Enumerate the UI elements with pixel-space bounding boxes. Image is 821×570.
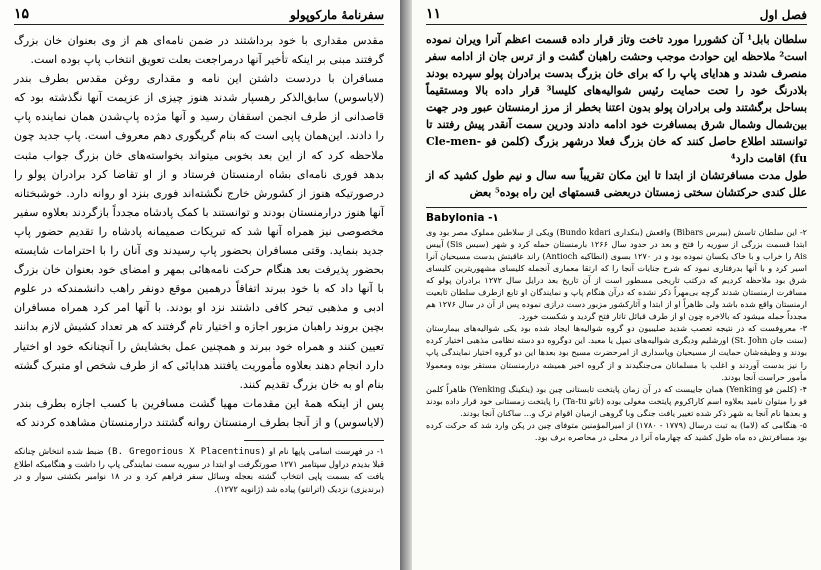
left-footnote-rule bbox=[244, 440, 384, 441]
left-footnote-1-end: ضبط شده انتخاش چنانکه قبلا بدیدم دراول سپتامبر ۱۲۷۱ صورتگرفت او ابتدا در سوریه سمت نمایندگی پاپ را داشت و هنگامیکه اطلاع یافت که بسمت پاپی انتخاب گشته بعجله وسائل سفر فراهم کرد و در ۱۸ نوامبر بکشتی سوار و در (برندیزی) نزدیک (اترانتو) پیاده شد (ژانویه ۱۲۷۲). bbox=[14, 445, 384, 494]
book-gutter bbox=[400, 0, 412, 570]
left-page-number: ۱۵ bbox=[14, 6, 30, 22]
right-page-header bbox=[426, 6, 807, 25]
left-paragraph-2: مسافران با دردست داشتن این نامه و مقداری روغن مقدس بطرف بندر (لایاسوس) سابق‌الذکر رهسپار شدند هنوز چیزی از عزیمت آنها نگذشته بود که قاصدانی از طرف انجمن اسقفان رسید و آنها مژده پاپ‌شدن همان نماینده پاپ را دادند. این‌همان پاپی است که بنام گریگوری دهم معروف است. پاپ جدید چون ملاحظه کرد که از این بعد بخوبی میتواند بخواسته‌های خان بزرگ جواب مثبت بدهد فوری نامه‌ای بشاه ارمنستان فرستاد و از او تقاضا کرد برادران پولو را درصورتیکه هنوز از کشورش خارج نگشته‌اند فوری بنزد او روانه دارد. خوشبختانه آنها هنوز درارمنستان بودند و توانستند با کمک پادشاه مجدداً بازگردند بعلاوه سفیر مخصوصی نیز همراه آنها شد که تبریکات صمیمانه پادشاه را تقدیم حضور پاپ جدید بنماید. وقتی مسافران بحضور پاپ رسیدند وی آنان را با احترامات شایسته بحضور پذیرفت بعد هنگام حرکت نامه‌هائی بمهر و امضای خود بعنوان خان بزرگ با آنها داد که با خود ببرند اتفاقاً درهمین موقع دونفر راهب دانشمندکه در علوم ادبی و مذهبی تبحر کافی داشتند نزد او بودند. با آنها امر کرد همراه مسافران بچین بروند راهبان مزبور اجازه و اختیار تام گرفتند که هر تعداد کشیش لازم بدانند تعیین کنند و همراه خود ببرند و همچنین عمل بخشایش را آنچنانکه خود او اختیار دارد انجام دهند بعلاوه مأموریت یافتند هدایائی که از طرف شخص او متبرک گشته بنام او به خان بزرگ تقدیم کنند. bbox=[14, 72, 384, 391]
left-running-title: سفرنامهٔ مارکوپولو bbox=[290, 8, 384, 22]
right-body-text bbox=[426, 31, 807, 201]
left-footnote-1-start: ۱- در فهرست اسامی پاپها نام او bbox=[269, 445, 384, 456]
right-footnote-4: ۴- (کلمن فو Yenking) همان جاییست که در آن زمان پایتخت تابستانی چین بود (ینکینگ Yenking) ظاهراً کلمن فو را میتوان نامید بعلاوه اسم کاراکروم پایتخت مغولی بوده (تاتو Ta-tu) را پایتخت زمستانی خود قرار داده بودند و بعدها نام آنجا به شهر ذکر شده تغییر یافت جنگی وبا گروهی ازمیان اقوام ترک و... ساکنان آنجا بودند. bbox=[426, 383, 807, 418]
right-footnote-rule bbox=[426, 207, 807, 208]
right-page-number: ۱۱ bbox=[426, 6, 442, 22]
right-paragraph-2: طول مدت مسافرتشان از ابتدا تا این مکان تقریباً سه سال و نیم طول کشید که از علل کندی حرکتشان سختی زمستان دربعضی قسمتهای این راه بوده⁵ بعض bbox=[426, 169, 807, 199]
left-footnotes bbox=[14, 445, 384, 495]
right-footnotes bbox=[426, 226, 807, 443]
right-footnote-5: ۵- هنگامی که (لاما) به تبت درسال (۱۷۷۹ - ۱۷۸۰) از امیرالمؤمنین متوفای چین در پکن وارد شد که حرکت کرده بود مسافرتش ده ماه طول کشید که چهارماه آنرا در محلی در محاصره برف بود. bbox=[426, 419, 807, 442]
left-page-header bbox=[14, 6, 384, 25]
right-footnote-2: ۲- این سلطان تاسش (بیبرس Bibars) واقعش (بنکداری Bundo kdari) ویکی از سلاطین مملوک مصر بود وی ابتدا قسمت بزرگی از سوریه را فتح و بعد در حدود سال ۱۲۶۶ بارمنستان حمله کرد و شهر (سیس Sis) آییس Ais را خراب و با خاک یکسان نموده بود و در ۱۲۷۰ بسوی (انطاکیه Antioch) راند عاقبتش بدست مسیحیان آنرا اسیر کرد و با آنها بدرفتاری نمود که شرح جنایات آنجا را که ارتقا معماری آنجمله کلیسای مشهوریترین کلیسای شرق بود ملاحظه کردیم که درکتب تاریخی مسطور است از آن تاریخ بعد درایل سال ۱۲۷۲ برادران پولو که مسافرت ارمنستان شدند گرچه بی‌مهراً ذکر نشده که درآن هنگام پاپ و نمایندگان او تابع ازطرف سلطان تابعیت ارمنستان واقع شده باشد ولی ظاهراً او از ابتدا و آثارکشور مزبور دست درازی نموده پس از آن در سال ۱۲۷۶ هم مجدداً حمله میشود که بالاخره چون او از طرف قبائل تاتار فتح گردید و شکست خورد. bbox=[426, 227, 808, 322]
left-paragraph-1: مقدس مقداری با خود برداشتند در ضمن نامه‌ای هم از وی بعنوان خان بزرگ گرفتند مبنی بر اینکه تأخیر آنها درمراجعت بعلت تعویق انتخاب پاپ بوده است. bbox=[14, 34, 384, 67]
left-body-text bbox=[14, 31, 384, 432]
left-page bbox=[0, 0, 400, 570]
right-running-title: فصل اول bbox=[759, 8, 807, 22]
right-paragraph-1: سلطان بابل¹ آن کشوررا مورد تاخت وتاز قرار داده قسمت اعظم آنرا ویران نموده است² ملاحظه این حوادث موجب وحشت راهبان گشت و از ترس جان از ادامه سفر منصرف شدند و هدایای پاپ را که برای خان بزرگ بدست برادران پولو سپرده بودند بلادرنگ خود را تحت حمایت رئیس شوالیه‌های کلیسا³ قرار داده بالا ومستقیماً بساحل برگشتند ولی برادران پولو بدون اعتنا بخطر از مرز ارمنستان عبور ودر جهت بین‌شمال وشمال شرق بمسافرت خود ادامه دادند ودرین سمت آنقدر پیش رفتند تا توانستند اطلاع حاصل کنند که خان بزرگ فعلا درشهر بزرگ (کلمن فو Cle-men-fu) اقامت دارد⁴ bbox=[426, 33, 807, 165]
right-footnote-3: ۳- معروفست که در نتیجه تعصب شدید صلیبیون دو گروه شوالیه‌ها ایجاد شده بود یکی شوالیه‌های بیمارستان (سنت جان St. John) اورشلیم ودیگری شوالیه‌های تمپل یا معبد. این دوگروه دو دسته نظامی مذهبی اختیار کرده بودند و وظیفه‌شان حمایت از مسیحیان وپاسداری از امرحضرت مسیح بود بعدها این دو گروه اختیار نمایندگی پاپ را نیز بدست آوردند و اغلب با مسلمانان می‌جنگیدند و از گروه اخیر همیشه درارمنستان مستقر بوده ومعمولا مأمور حراست آنجا بودند. bbox=[426, 323, 807, 382]
right-page bbox=[412, 0, 821, 570]
left-footnote-1-latin: (B. Gregorious X Placentinus) bbox=[106, 446, 266, 457]
left-footnote-1 bbox=[14, 445, 384, 495]
left-paragraph-3: پس از اینکه همهٔ این مقدمات مهیا گشت مسافرین با کسب اجازه بطرف بندر (لایاسوس) و از آنجا بطرف ارمنستان روانه گشتند درارمنستان مشاهده کردند که bbox=[14, 396, 384, 429]
right-footnote-heading: Babylonia -۱ bbox=[426, 212, 499, 224]
